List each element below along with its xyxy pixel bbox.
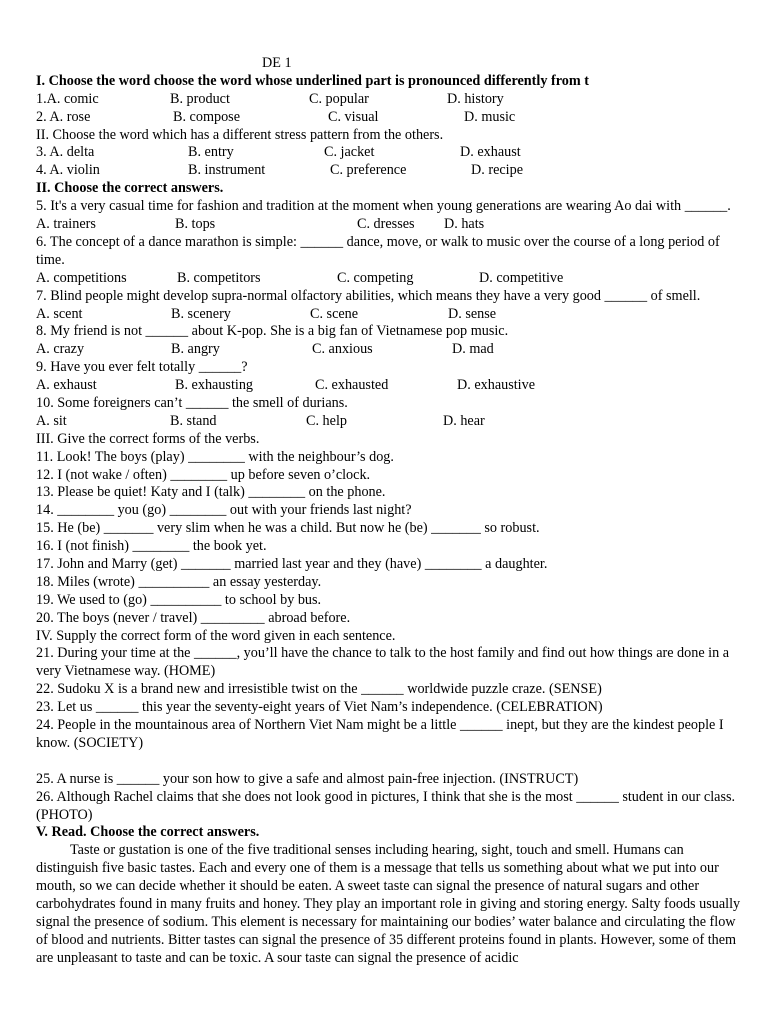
question-7: 7. Blind people might develop supra-normal olfactory abilities, which means they have a very good ______ of smell. — [36, 287, 701, 304]
section-3-heading: III. Give the correct forms of the verbs. — [36, 430, 260, 447]
option-c: C. exhausted — [315, 377, 389, 394]
section-5-heading: V. Read. Choose the correct answers. — [36, 824, 260, 841]
option-b: B. competitors — [177, 269, 261, 286]
option-d: D. sense — [448, 305, 497, 322]
option-b: B. instrument — [188, 162, 266, 179]
option-b: B. entry — [188, 144, 234, 161]
section-1b-heading: II. Choose the word which has a different stress pattern from the others. — [36, 126, 444, 143]
worksheet-page — [36, 55, 748, 968]
list-item: 14. ________ you (go) ________ out with your friends last night? — [36, 502, 412, 519]
list-item: 20. The boys (never / travel) _________ abroad before. — [36, 609, 351, 626]
page-title: DE 1 — [262, 55, 292, 71]
question-3-options — [36, 144, 748, 162]
question-2-options — [36, 109, 748, 127]
option-a: A. trainers — [36, 216, 96, 233]
option-b: B. exhausting — [175, 377, 254, 394]
list-item: 17. John and Marry (get) _______ married last year and they (have) ________ a daughter. — [36, 555, 548, 572]
question-5: 5. It's a very casual time for fashion and tradition at the moment when young generations are wearing Ao dai with ______. — [36, 198, 731, 215]
question-9-options — [36, 377, 748, 395]
option-a: A. crazy — [36, 341, 85, 358]
question-7-options — [36, 306, 748, 324]
option-d: D. exhaust — [460, 144, 521, 161]
question-22: 22. Sudoku X is a brand new and irresistible twist on the ______ worldwide puzzle craze. (SENSE) — [36, 681, 602, 698]
option-b: B. scenery — [171, 305, 231, 322]
reading-passage: Taste or gustation is one of the five traditional senses including hearing, sight, touch and smell. Humans can distinguish five basic tastes. Each and every one of them is a message that tells us something about what we put into our mouth, so we can decide whether it should be eaten. A sweet taste can signal the presence of natural sugars and other carbohydrates found in many fruits and honey. They play an important role in giving and storing energy. Salty foods usually signal the presence of sodium. This element is necessary for maintaining our bodies’ water balance and circulating the flow of blood and nutrients. Bitter tastes can signal the presence of 35 different proteins found in plants. However, some of them are unpleasant to taste and can be toxic. A sour taste can signal the presence of acidic — [36, 842, 741, 966]
option-a: 2. A. rose — [36, 108, 91, 125]
question-9: 9. Have you ever felt totally ______? — [36, 359, 248, 376]
question-24: 24. People in the mountainous area of Northern Viet Nam might be a little ______ inept, but they are the kindest people I know. (SOCIETY) — [36, 717, 724, 751]
option-a: A. competitions — [36, 269, 127, 286]
option-a: A. exhaust — [36, 377, 97, 394]
option-b: B. compose — [173, 108, 240, 125]
option-b: B. tops — [175, 216, 216, 233]
option-c: C. competing — [337, 269, 414, 286]
option-c: C. help — [306, 412, 347, 429]
list-item: 16. I (not finish) ________ the book yet. — [36, 538, 267, 555]
option-c: C. anxious — [312, 341, 373, 358]
spacer — [36, 753, 748, 771]
option-c: C. popular — [309, 90, 369, 107]
option-a: A. scent — [36, 305, 83, 322]
option-c: C. preference — [330, 162, 407, 179]
option-d: D. competitive — [479, 269, 564, 286]
question-26: 26. Although Rachel claims that she does not look good in pictures, I think that she is the most ______ student in our class. (PHOTO) — [36, 788, 736, 823]
list-item: 13. Please be quiet! Katy and I (talk) ________ on the phone. — [36, 484, 386, 501]
option-d: D. mad — [452, 341, 494, 358]
question-5-options — [36, 216, 748, 234]
section-2-heading: II. Choose the correct answers. — [36, 180, 224, 197]
option-d: D. hear — [443, 412, 485, 429]
option-b: B. stand — [170, 412, 217, 429]
list-item: 15. He (be) _______ very slim when he was a child. But now he (be) _______ so robust. — [36, 520, 540, 537]
question-4-options — [36, 162, 748, 180]
option-a: 1.A. comic — [36, 90, 99, 107]
option-b: B. product — [170, 90, 230, 107]
option-a: 4. A. violin — [36, 162, 100, 179]
question-10-options — [36, 413, 748, 431]
option-d: D. music — [464, 108, 516, 125]
question-25: 25. A nurse is ______ your son how to give a safe and almost pain-free injection. (INSTRUCT) — [36, 770, 579, 787]
list-item: 11. Look! The boys (play) ________ with the neighbour’s dog. — [36, 448, 394, 465]
question-8-options — [36, 341, 748, 359]
question-8: 8. My friend is not ______ about K-pop. She is a big fan of Vietnamese pop music. — [36, 323, 509, 340]
question-10: 10. Some foreigners can’t ______ the smell of durians. — [36, 394, 348, 411]
question-23: 23. Let us ______ this year the seventy-eight years of Viet Nam’s independence. (CELEBRATION) — [36, 699, 603, 716]
option-b: B. angry — [171, 341, 220, 358]
option-a: A. sit — [36, 412, 67, 429]
option-d: D. exhaustive — [457, 377, 536, 394]
list-item: 18. Miles (wrote) __________ an essay yesterday. — [36, 573, 322, 590]
list-item: 19. We used to (go) __________ to school by bus. — [36, 591, 322, 608]
option-c: C. jacket — [324, 144, 375, 161]
option-a: 3. A. delta — [36, 144, 95, 161]
question-6-options — [36, 270, 748, 288]
option-c: C. scene — [310, 305, 359, 322]
question-1-options — [36, 91, 748, 109]
option-d: D. history — [447, 90, 504, 107]
option-c: C. visual — [328, 108, 379, 125]
section-4-heading: IV. Supply the correct form of the word given in each sentence. — [36, 627, 396, 644]
option-c: C. dresses — [357, 216, 415, 233]
option-d: D. recipe — [471, 162, 523, 179]
option-d: D. hats — [444, 216, 485, 233]
question-6: 6. The concept of a dance marathon is simple: ______ dance, move, or walk to music over the course of a long period of time. — [36, 233, 720, 268]
question-21: 21. During your time at the ______, you’ll have the chance to talk to the host family and find out how things are done in a very Vietnamese way. (HOME) — [36, 645, 730, 680]
list-item: 12. I (not wake / often) ________ up before seven o’clock. — [36, 466, 371, 483]
section-1-heading: I. Choose the word choose the word whose underlined part is pronounced differently from t — [36, 72, 589, 89]
